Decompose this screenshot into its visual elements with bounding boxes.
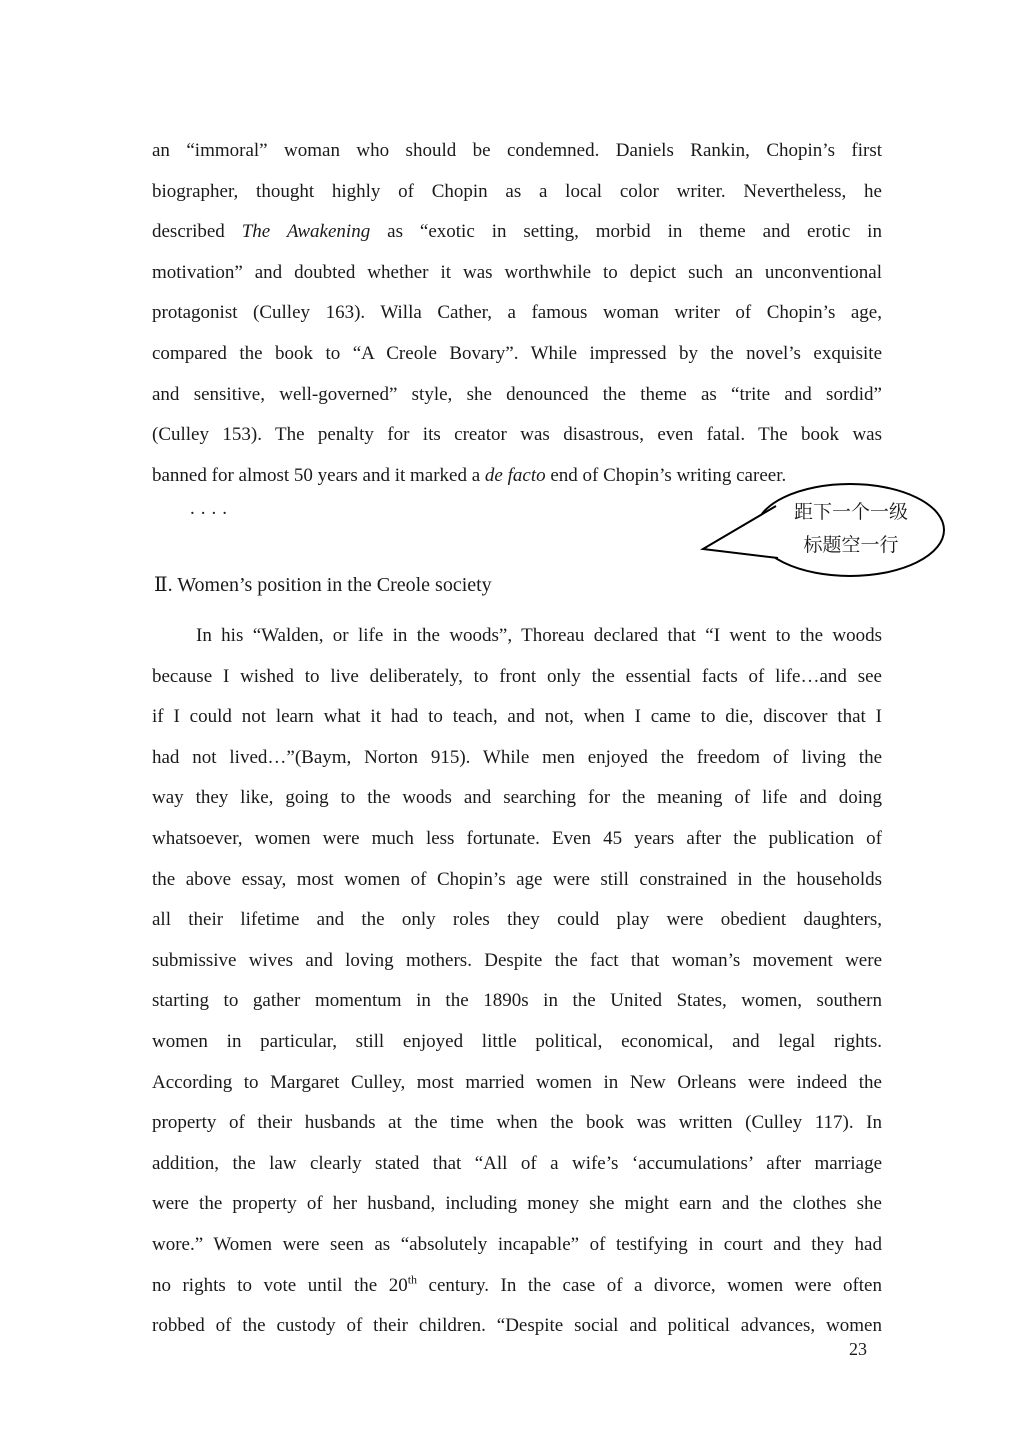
- text-line: property of their husbands at the time when the book was written (Culley 117). In: [152, 1112, 882, 1134]
- text-line: submissive wives and loving mothers. Despite the fact that woman’s movement were: [152, 949, 882, 971]
- text-line: banned for almost 50 years and it marked a de facto end of Chopin’s writing career.: [152, 464, 787, 486]
- text-line: no rights to vote until the 20th century. In the case of a divorce, women were often: [152, 1272, 882, 1296]
- text-line: motivation” and doubted whether it was worthwhile to depict such an unconventional: [152, 261, 882, 283]
- text-line: an “immoral” woman who should be condemned. Daniels Rankin, Chopin’s first: [152, 140, 882, 161]
- paragraph-chopin-reception: [152, 131, 882, 496]
- text-line: all their lifetime and the only roles they could play were obedient daughters,: [152, 909, 882, 931]
- text-line: and sensitive, well-governed” style, she denounced the theme as “trite and sordid”: [152, 383, 882, 405]
- text-line: addition, the law clearly stated that “All of a wife’s ‘accumulations’ after marriage: [152, 1152, 882, 1174]
- text-line: wore.” Women were seen as “absolutely incapable” of testifying in court and they had: [152, 1233, 882, 1255]
- text-line: described The Awakening as “exotic in setting, morbid in theme and erotic in: [152, 221, 882, 243]
- text-line: protagonist (Culley 163). Willa Cather, a famous woman writer of Chopin’s age,: [152, 302, 882, 324]
- text-line: starting to gather momentum in the 1890s in the United States, women, southern: [152, 990, 882, 1012]
- text-line: biographer, thought highly of Chopin as a local color writer. Nevertheless, he: [152, 180, 882, 202]
- text-line: whatsoever, women were much less fortunate. Even 45 years after the publication of: [152, 827, 882, 849]
- text-line: had not lived…”(Baym, Norton 915). While men enjoyed the freedom of living the: [152, 746, 882, 768]
- section-heading: Ⅱ. Women’s position in the Creole society: [154, 574, 492, 596]
- text-line: (Culley 153). The penalty for its creator was disastrous, even fatal. The book was: [152, 424, 882, 446]
- text-line: compared the book to “A Creole Bovary”. While impressed by the novel’s exquisite: [152, 342, 882, 364]
- text-line: In his “Walden, or life in the woods”, Thoreau declared that “I went to the woods: [196, 625, 882, 646]
- ellipsis-line: ....: [190, 498, 233, 519]
- text-line: if I could not learn what it had to teach, and not, when I came to die, discover that I: [152, 706, 882, 728]
- callout-text-line2: 标题空一行: [803, 535, 899, 556]
- text-line: were the property of her husband, including money she might earn and the clothes she: [152, 1193, 882, 1215]
- callout-text-line1: 距下一个一级: [793, 502, 908, 523]
- text-line: because I wished to live deliberately, to front only the essential facts of life…and see: [152, 665, 882, 687]
- text-line: According to Margaret Culley, most married women in New Orleans were indeed the: [152, 1071, 882, 1093]
- text-line: robbed of the custody of their children. “Despite social and political advances, women: [152, 1315, 882, 1337]
- paragraph-women-position: [152, 616, 882, 1347]
- page-number: 23: [849, 1339, 867, 1359]
- text-line: women in particular, still enjoyed little political, economical, and legal rights.: [152, 1030, 882, 1052]
- text-line: way they like, going to the woods and searching for the meaning of life and doing: [152, 787, 882, 809]
- callout-text: [785, 496, 917, 562]
- text-line: the above essay, most women of Chopin’s age were still constrained in the households: [152, 868, 882, 890]
- callout-tail: [703, 506, 778, 558]
